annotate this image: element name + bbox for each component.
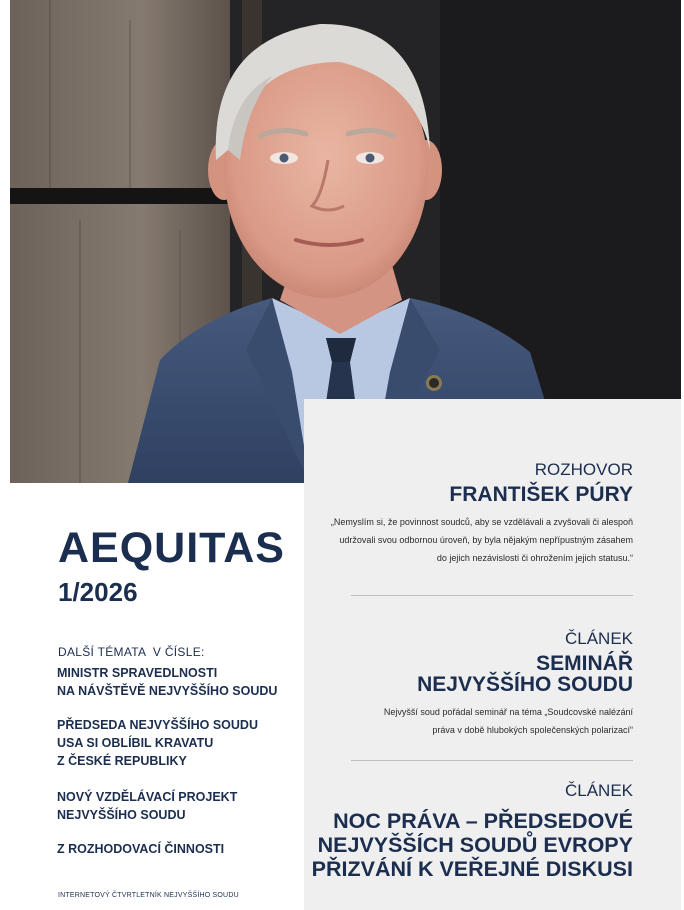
topic-line: USA SI OBLÍBIL KRAVATU [57,736,214,750]
divider [351,595,633,596]
description-line: „Nemyslím si, že povinnost soudců, aby se vzdělávali a zvyšovali či alespoň [330,517,633,527]
feature-description [331,513,633,567]
feature-headline [331,484,633,505]
features-panel [304,399,681,910]
topics-heading: DALŠÍ TÉMATA V ČÍSLE: [58,645,205,659]
magazine-title: AEQUITAS [58,524,285,572]
feature-kicker: ROZHOVOR [534,460,633,479]
feature-kicker: ČLÁNEK [564,629,633,648]
topic-line: NEJVYŠŠÍHO SOUDU [57,808,186,822]
topic-line: Z ČESKÉ REPUBLIKY [57,754,187,768]
headline-line: FRANTIŠEK PÚRY [449,483,633,506]
feature-description [384,703,633,739]
footer-note: INTERNETOVÝ ČTVRTLETNÍK NEJVYŠŠÍHO SOUDU [58,892,239,899]
topic-line: PŘEDSEDA NEJVYŠŠÍHO SOUDU [57,718,258,732]
description-line: do jejich nezávislosti či ohrožením jejich statusu.“ [436,553,633,563]
topic-line: NOVÝ VZDĚLÁVACÍ PROJEKT [57,790,238,804]
topic-item[interactable] [57,716,297,770]
headline-line: PŘIZVÁNÍ K VEŘEJNÉ DISKUSI [311,857,633,881]
topic-line: MINISTR SPRAVEDLNOSTI [57,666,218,680]
feature-headline [384,653,633,695]
topic-item[interactable] [57,664,297,700]
headline-line: NEJVYŠŠÍHO SOUDU [417,673,633,696]
divider [351,760,633,761]
topic-line: Z ROZHODOVACÍ ČINNOSTI [57,842,225,856]
feature-headline [312,809,633,881]
feature-seminar[interactable] [384,630,633,739]
feature-interview[interactable] [331,461,633,567]
headline-line: NEJVYŠŠÍCH SOUDŮ EVROPY [317,833,633,857]
headline-line: NOC PRÁVA – PŘEDSEDOVÉ [333,809,633,833]
feature-kicker: ČLÁNEK [564,781,633,800]
topic-item[interactable] [57,840,297,858]
topic-line: NA NÁVŠTĚVĚ NEJVYŠŠÍHO SOUDU [57,684,278,698]
feature-night-of-law[interactable] [312,782,633,881]
issue-number: 1/2026 [58,577,138,607]
cover-left-column [10,483,304,910]
description-line: Nejvyšší soud pořádal seminář na téma „Soudcovské nalézání [383,707,633,717]
topic-item[interactable] [57,788,297,824]
headline-line: SEMINÁŘ [536,652,633,675]
description-line: udržovali svou odbornou úroveň, by byla nějakým nepřípustným zásahem [339,535,633,545]
description-line: práva v době hlubokých společenských polarizací“ [432,725,633,735]
